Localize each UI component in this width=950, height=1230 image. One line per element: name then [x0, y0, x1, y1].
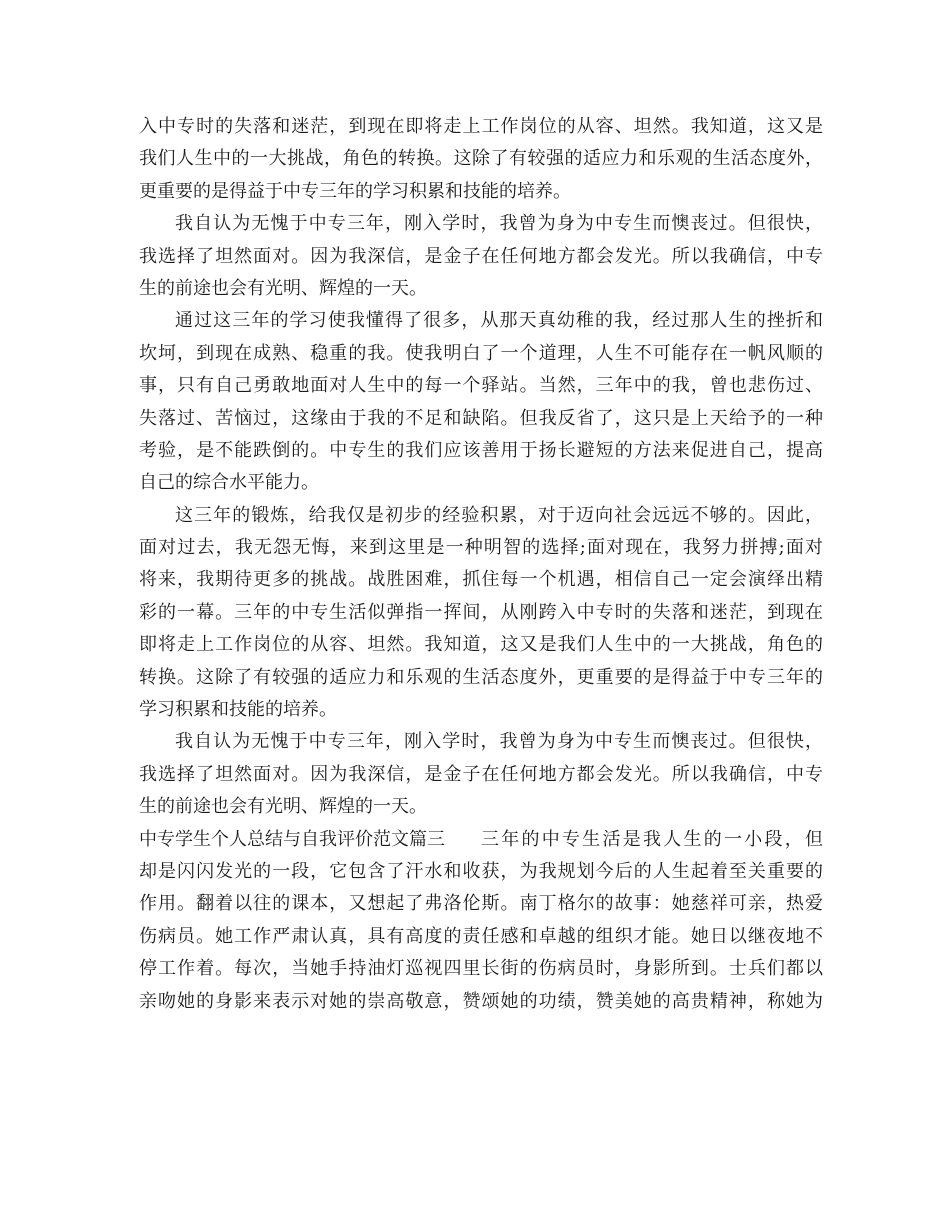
- text-line: 转换。这除了有较强的适应力和乐观的生活态度外，更重要的是得益于中专三年的: [139, 666, 823, 688]
- text-line: 失落过、苦恼过，这缘由于我的不足和缺陷。但我反省了，这只是上天给予的一种: [139, 407, 823, 429]
- text-line: 我们人生中的一大挑战，角色的转换。这除了有较强的适应力和乐观的生活态度外，: [139, 148, 823, 170]
- text-line: 事，只有自己勇敢地面对人生中的每一个驿站。当然，三年中的我，曾也悲伤过、: [139, 375, 823, 397]
- text-line: 停工作着。每次，当她手持油灯巡视四里长街的伤病员时，身影所到。士兵们都以: [139, 958, 823, 980]
- text-line: 生的前途也会有光明、辉煌的一天。: [139, 277, 427, 299]
- text-line: 三年的中专生活是我人生的一小段，但: [481, 828, 823, 850]
- text-line: 伤病员。她工作严肃认真，具有高度的责任感和卓越的组织才能。她日以继夜地不: [139, 925, 823, 947]
- text-line: 生的前途也会有光明、辉煌的一天。: [139, 796, 427, 818]
- text-line: 我自认为无愧于中专三年，刚入学时，我曾为身为中专生而懊丧过。但很快，: [175, 213, 823, 235]
- text-line: 却是闪闪发光的一段，它包含了汗水和收获，为我规划今后的人生起着至关重要的: [139, 860, 823, 882]
- text-line: 通过这三年的学习使我懂得了很多，从那天真幼稚的我，经过那人生的挫折和: [175, 310, 823, 332]
- text-line: 亲吻她的身影来表示对她的崇高敬意，赞颂她的功绩，赞美她的高贵精神，称她为: [139, 990, 823, 1012]
- text-line: 面对过去，我无怨无悔，来到这里是一种明智的选择;面对现在，我努力拼搏;面对: [139, 537, 823, 559]
- text-line: 更重要的是得益于中专三年的学习积累和技能的培养。: [139, 180, 571, 202]
- text-line: 我自认为无愧于中专三年，刚入学时，我曾为身为中专生而懊丧过。但很快，: [175, 731, 823, 753]
- text-line: 坎坷，到现在成熟、稳重的我。使我明白了一个道理，人生不可能存在一帆风顺的: [139, 342, 823, 364]
- text-line: 将来，我期待更多的挑战。战胜困难，抓住每一个机遇，相信自己一定会演绎出精: [139, 569, 823, 591]
- text-line: 这三年的锻炼，给我仅是初步的经验积累，对于迈向社会远远不够的。因此，: [175, 504, 823, 526]
- text-line: 作用。翻着以往的课本，又想起了弗洛伦斯。南丁格尔的故事：她慈祥可亲，热爱: [139, 893, 823, 915]
- section-heading: 中专学生个人总结与自我评价范文篇三: [139, 828, 445, 850]
- text-line: 自己的综合水平能力。: [139, 472, 319, 494]
- text-line: 我选择了坦然面对。因为我深信，是金子在任何地方都会发光。所以我确信，中专: [139, 245, 823, 267]
- text-line: 考验，是不能跌倒的。中专生的我们应该善用于扬长避短的方法来促进自己，提高: [139, 439, 823, 461]
- text-line: 学习积累和技能的培养。: [139, 699, 337, 721]
- text-line: 彩的一幕。三年的中专生活似弹指一挥间，从刚跨入中专时的失落和迷茫，到现在: [139, 601, 823, 623]
- text-line: 入中专时的失落和迷茫，到现在即将走上工作岗位的从容、坦然。我知道，这又是: [139, 116, 823, 137]
- text-line: 我选择了坦然面对。因为我深信，是金子在任何地方都会发光。所以我确信，中专: [139, 763, 823, 785]
- text-line: 即将走上工作岗位的从容、坦然。我知道，这又是我们人生中的一大挑战，角色的: [139, 634, 823, 656]
- document-body: [139, 111, 823, 1018]
- section-heading-row: [139, 824, 823, 856]
